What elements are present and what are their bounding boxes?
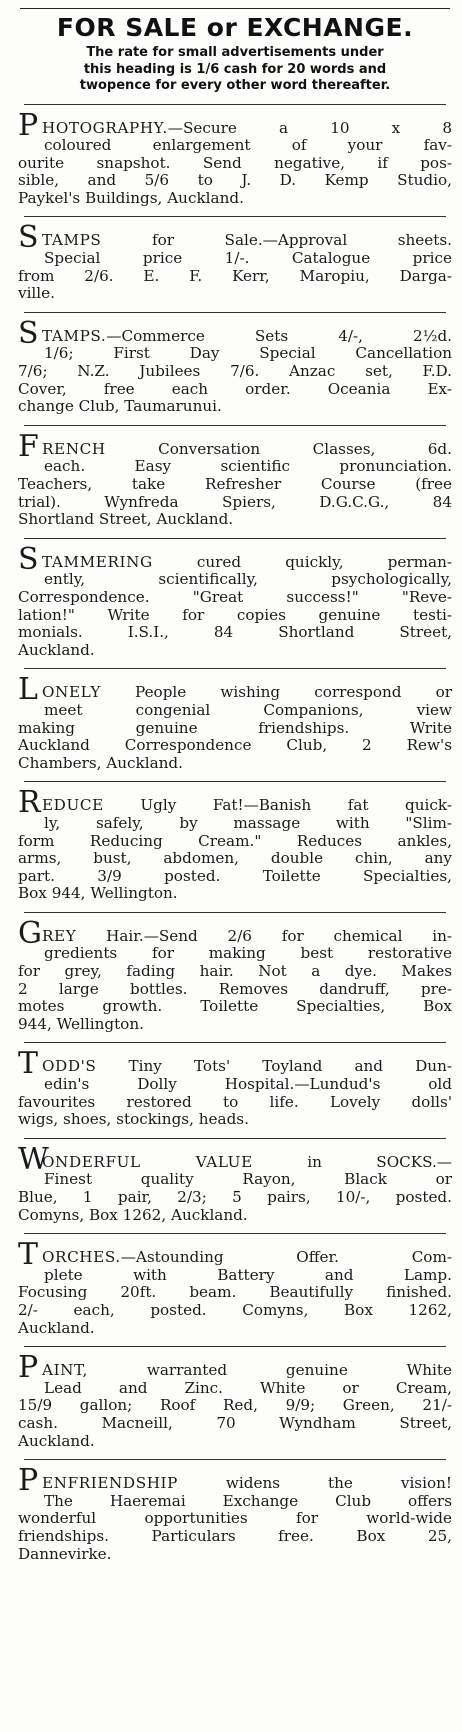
ads-list: [18, 104, 452, 1564]
classified-ad: [18, 1463, 452, 1563]
ad-caps-word: REY: [42, 926, 77, 945]
ad-line: lation!" Write for copies genuine testi-: [18, 605, 452, 624]
ad-separator: [24, 1346, 446, 1347]
ad-initial-letter: L: [18, 672, 38, 708]
ad-separator: [24, 912, 446, 913]
ad-line: favourites restored to life. Lovely dolls': [18, 1092, 452, 1111]
ad-line: edin's Dolly Hospital.—Lundud's old: [44, 1075, 452, 1094]
ad-line-text: Hair.—Send 2/6 for chemical in-: [76, 926, 452, 945]
section-heading: FOR SALE or EXCHANGE.: [56, 13, 414, 42]
ad-line: Special price 1/-. Catalogue price: [44, 249, 452, 268]
ad-separator: [24, 1138, 446, 1139]
ad-initial-letter: G: [18, 915, 42, 951]
ad-initial-letter: T: [18, 1046, 39, 1082]
ad-caps-word: EDUCE: [42, 796, 104, 815]
classified-ad: [18, 1237, 452, 1337]
ad-line: ently, scientifically, psychologically,: [44, 570, 452, 589]
classified-ad: [18, 1141, 452, 1224]
classified-ad: [18, 1350, 452, 1450]
ad-first-line: [18, 1046, 452, 1082]
ad-line: coloured enlargement of your fav-: [44, 136, 452, 155]
ad-line: Focusing 20ft. beam. Beautifully finished.: [18, 1283, 452, 1302]
ad-caps-word: ONELY: [42, 683, 101, 702]
ad-separator: [24, 668, 446, 669]
ad-line: 15/9 gallon; Roof Red, 9/9; Green, 21/-: [18, 1396, 452, 1415]
ad-line: Auckland Correspondence Club, 2 Rew's: [18, 736, 452, 755]
classified-ad: [18, 915, 452, 1034]
ad-caps-word: AINT,: [42, 1361, 88, 1380]
ad-first-line: [18, 107, 452, 143]
ad-initial-letter: P: [18, 1350, 39, 1386]
ad-caps-word: TAMPS.: [42, 326, 107, 345]
ad-line: Auckland.: [18, 640, 95, 659]
classified-ad: [18, 672, 452, 772]
ad-separator: [24, 104, 446, 105]
ad-line: Dannevirke.: [18, 1544, 112, 1563]
ad-line-text: cured quickly, perman-: [152, 552, 452, 571]
ad-caps-word: TAMPS: [42, 231, 102, 250]
ad-initial-letter: P: [18, 107, 39, 143]
ad-first-line: [18, 1141, 452, 1177]
ad-line: sible, and 5/6 to J. D. Kemp Studio,: [18, 171, 452, 190]
rate-line: this heading is 1/6 cash for 20 words and: [83, 61, 387, 77]
ad-first-line: [18, 220, 452, 256]
ad-first-line: [18, 315, 452, 351]
ad-line: 2/- each, posted. Comyns, Box 1262,: [18, 1300, 452, 1319]
ad-line: Correspondence. "Great success!" "Reve-: [18, 587, 452, 606]
ad-line-text: in SOCKS.—: [252, 1152, 452, 1171]
ad-line: friendships. Particulars free. Box 25,: [18, 1526, 452, 1545]
ad-line: ourite snapshot. Send negative, if pos-: [18, 153, 452, 172]
ad-initial-letter: W: [18, 1141, 49, 1177]
ad-separator: [24, 1233, 446, 1234]
ad-line: Blue, 1 pair, 2/3; 5 pairs, 10/-, posted.: [18, 1188, 452, 1206]
ad-caps-word: RENCH: [42, 439, 106, 458]
ad-line: plete with Battery and Lamp.: [44, 1265, 452, 1284]
ad-separator: [24, 1042, 446, 1043]
rate-notice: [18, 45, 452, 95]
ad-separator: [24, 1459, 446, 1460]
ad-line: Auckland.: [18, 1318, 95, 1337]
ad-initial-letter: S: [18, 315, 39, 351]
ad-first-line: [18, 1350, 452, 1386]
classified-ad: [18, 541, 452, 660]
classified-ad: [18, 428, 452, 529]
classified-ad: [18, 107, 452, 208]
ad-line: gredients for making best restorative: [44, 944, 452, 963]
ad-line-text: widens the vision!: [177, 1474, 452, 1493]
ad-initial-letter: P: [18, 1463, 39, 1499]
ad-first-line: [18, 915, 452, 951]
ad-caps-word: ORCHES.: [42, 1248, 121, 1267]
ad-initial-letter: S: [18, 220, 39, 256]
ad-line: arms, bust, abdomen, double chin, any: [18, 849, 452, 868]
ad-line: making genuine friendships. Write: [18, 718, 452, 737]
ad-line: meet congenial Companions, view: [44, 700, 452, 719]
ad-caps-word: ENFRIENDSHIP: [42, 1474, 178, 1493]
ad-line-text: for Sale.—Approval sheets.: [101, 231, 452, 250]
ad-separator: [24, 216, 446, 217]
classified-ad: [18, 315, 452, 416]
classified-ad: [18, 785, 452, 903]
classified-ad: [18, 220, 452, 303]
rate-line: The rate for small advertisements under: [86, 45, 384, 60]
ad-initial-letter: R: [18, 785, 41, 821]
ad-line-text: Conversation Classes, 6d.: [105, 439, 452, 458]
ad-line: wonderful opportunities for world-wide: [18, 1509, 452, 1528]
ad-line: monials. I.S.I., 84 Shortland Street,: [18, 623, 452, 642]
ad-line: Cover, free each order. Oceania Ex-: [18, 379, 452, 398]
ad-line: part. 3/9 posted. Toilette Specialties,: [18, 866, 452, 885]
ad-line: Paykel's Buildings, Auckland.: [18, 188, 244, 207]
ad-line: Comyns, Box 1262, Auckland.: [18, 1205, 248, 1224]
ad-line: The Haeremai Exchange Club offers: [44, 1491, 452, 1510]
ad-line-text: Tiny Tots' Toyland and Dun-: [96, 1057, 452, 1076]
ad-line: from 2/6. E. F. Kerr, Maropiu, Darga-: [18, 266, 452, 285]
ad-line: 1/6; First Day Special Cancellation: [44, 344, 452, 363]
ad-separator: [24, 538, 446, 539]
ad-initial-letter: F: [18, 428, 39, 464]
ad-line: Chambers, Auckland.: [18, 753, 183, 772]
ad-line-text: People wishing correspond or: [100, 683, 452, 702]
ad-line-text: —Secure a 10 x 8: [167, 118, 452, 137]
ad-line: Lead and Zinc. White or Cream,: [44, 1378, 452, 1397]
ad-line: wigs, shoes, stockings, heads.: [18, 1110, 249, 1129]
ad-line: Teachers, take Refresher Course (free: [18, 475, 452, 493]
ad-separator: [24, 781, 446, 782]
ad-caps-word: HOTOGRAPHY.: [42, 118, 168, 137]
ad-first-line: [18, 1237, 452, 1273]
ad-line: Finest quality Rayon, Black or: [44, 1170, 452, 1189]
ad-initial-letter: T: [18, 1237, 39, 1273]
ad-line-text: —Commerce Sets 4/-, 2½d.: [106, 326, 452, 345]
ad-line: form Reducing Cream." Reduces ankles,: [18, 831, 452, 850]
ad-first-line: [18, 1463, 452, 1499]
ad-initial-letter: S: [18, 541, 39, 577]
ad-caps-word: ONDERFUL VALUE: [42, 1152, 253, 1171]
ad-line: ly, safely, by massage with "Slim-: [44, 813, 452, 832]
ad-line: for grey, fading hair. Not a dye. Makes: [18, 962, 452, 981]
ad-caps-word: ODD'S: [42, 1057, 97, 1076]
ad-line: 2 large bottles. Removes dandruff, pre-: [18, 979, 452, 998]
ad-line: 7/6; N.Z. Jubilees 7/6. Anzac set, F.D.: [18, 362, 452, 381]
ad-first-line: [18, 541, 452, 577]
ad-line-text: —Astounding Offer. Com-: [120, 1248, 452, 1267]
ad-line: trial). Wynfreda Spiers, D.G.C.G., 84: [18, 492, 452, 511]
ad-first-line: [18, 428, 452, 464]
ad-first-line: [18, 785, 452, 821]
rate-line: twopence for every other word thereafter.: [79, 78, 391, 93]
ad-caps-word: TAMMERING: [42, 552, 153, 571]
classified-ad: [18, 1046, 452, 1129]
ad-line-text: Ugly Fat!—Banish fat quick-: [103, 796, 452, 815]
ad-line: motes growth. Toilette Specialties, Box: [18, 997, 452, 1016]
ad-line-text: warranted genuine White: [87, 1361, 452, 1380]
ad-line: each. Easy scientific pronunciation.: [44, 457, 452, 476]
ad-separator: [24, 312, 446, 313]
ad-line: Shortland Street, Auckland.: [18, 510, 234, 529]
ad-line: cash. Macneill, 70 Wyndham Street,: [18, 1413, 452, 1432]
ad-line: 944, Wellington.: [18, 1014, 144, 1033]
ad-line: ville.: [18, 284, 55, 303]
ad-line: Box 944, Wellington.: [18, 884, 178, 903]
ad-separator: [24, 425, 446, 426]
ad-first-line: [18, 672, 452, 708]
ad-line: Auckland.: [18, 1431, 95, 1450]
ad-line: change Club, Taumarunui.: [18, 397, 222, 416]
top-rule: [20, 8, 450, 9]
